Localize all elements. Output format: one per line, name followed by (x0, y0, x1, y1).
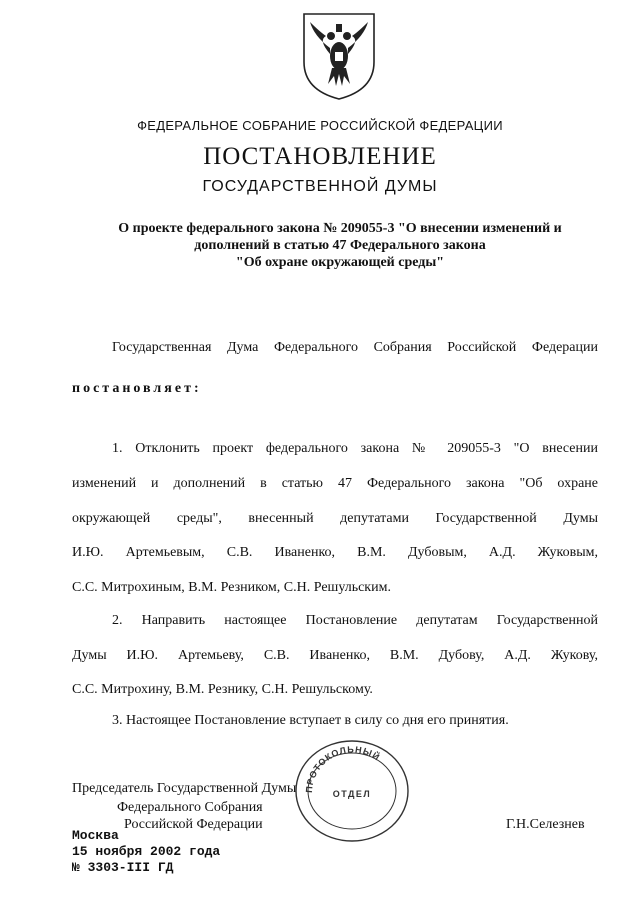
document-type-title: ПОСТАНОВЛЕНИЕ (203, 143, 437, 170)
item2-line: Думы И.Ю. Артемьеву, С.В. Иваненко, В.М. Дубову, А.Д. Жукову, (72, 648, 598, 663)
item1-line: окружающей среды", внесенный депутатами Государственной Думы (72, 511, 598, 526)
preamble-line: Государственная Дума Федерального Собрания Российской Федерации (112, 340, 598, 355)
footer-number: № 3303-III ГД (72, 860, 174, 875)
signatory-name: Г.Н.Селезнев (506, 817, 585, 832)
subject-line: дополнений в статью 47 Федерального закона (194, 238, 486, 253)
item1-line: 1. Отклонить проект федерального закона № 209055-3 "О внесении (112, 441, 598, 456)
stamp-arc-text: ПРОТОКОЛЬНЫЙ (303, 744, 383, 794)
preamble-resolves: постановляет: (72, 381, 202, 396)
signatory-title-line: Российской Федерации (124, 817, 263, 832)
svg-text:ПРОТОКОЛЬНЫЙ (304, 744, 383, 793)
subject-line: "Об охране окружающей среды" (235, 255, 445, 270)
body-name: ГОСУДАРСТВЕННОЙ ДУМЫ (202, 178, 438, 195)
document-subject (90, 220, 590, 271)
item2-line: С.С. Митрохину, В.М. Резнику, С.Н. Решульскому. (72, 682, 373, 697)
stamp-center-text: ОТДЕЛ (332, 789, 372, 799)
footer-city: Москва (72, 828, 119, 843)
footer-date: 15 ноября 2002 года (72, 844, 221, 859)
org-name: ФЕДЕРАЛЬНОЕ СОБРАНИЕ РОССИЙСКОЙ ФЕДЕРАЦИИ (137, 118, 503, 133)
item2-line: 2. Направить настоящее Постановление депутатам Государственной (112, 613, 598, 628)
subject-line: О проекте федерального закона № 209055-3 "О внесении изменений и (118, 221, 562, 236)
signatory-title-line: Председатель Государственной Думы (72, 781, 297, 796)
state-emblem-icon (300, 10, 378, 102)
item3-line: 3. Настоящее Постановление вступает в силу со дня его принятия. (112, 713, 509, 728)
signatory-title-line: Федерального Собрания (117, 800, 263, 815)
item1-line: С.С. Митрохиным, В.М. Резником, С.Н. Решульским. (72, 580, 391, 595)
item1-line: изменений и дополнений в статью 47 Федерального закона "Об охране (72, 476, 598, 491)
item1-line: И.Ю. Артемьевым, С.В. Иваненко, В.М. Дубовым, А.Д. Жуковым, (72, 545, 598, 560)
office-stamp (290, 735, 415, 845)
